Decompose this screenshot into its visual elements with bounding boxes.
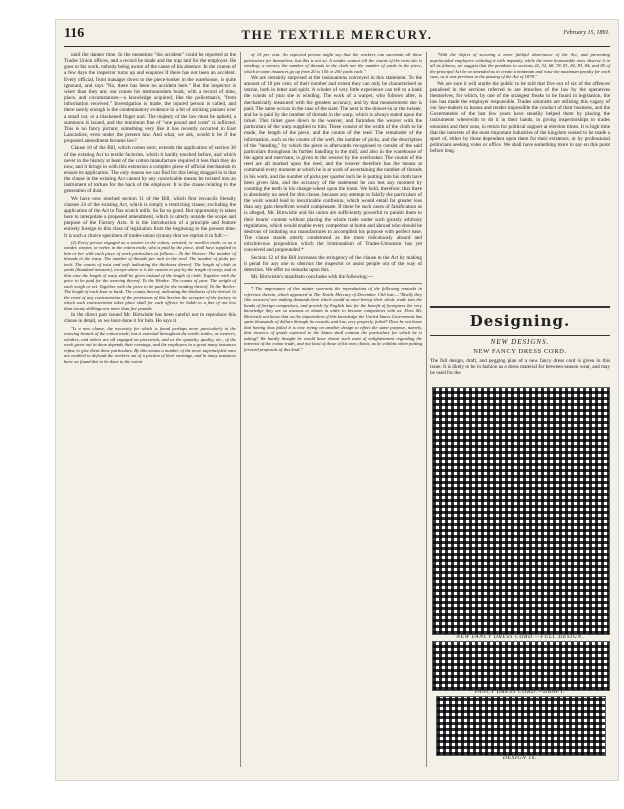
article-intro: The full design, draft, and pegging plan of a new fancy dress cord is given in this issue. It is likely to be in fashion as a dress material for between-season wear, and may be used for the bbox=[430, 358, 610, 377]
issue-date: February 15, 1891. bbox=[563, 30, 610, 36]
column-3-paragraph: We are sure it will startle the public to be told that five out of six of the offences penalised in the sections referred to are breaches of the law by the operatives themselves, for which, by one of the strangest freaks to be found in legislation, the law has made the employer responsible. Trades unionists are utilising this vagary of our law-makers to harass and render impossible the conduct of their business, and the Governments of the last few years have steadily helped them by placing the instruments wherewith to do it in their hands, in giving inspectorships to trades unionists and their sons, in return for political support at election times. It is high time that the interests of the most important industries of the kingdom ceased to be made a sport of, either by those dependent upon them for their existence, or by professional politicians seeking votes or office. We shall have something more to say on this point before long. bbox=[430, 80, 610, 155]
column-2-quote: of 10 per cent. An expected person might say that the workers can ascertain all these particulars for themselves, but this is not so. A winder cannot tell the counts of the twist she is winding; a weaver, the number of threads in the cloth nor the number of yards in the piece, which in some instances go up from 20 to 150 or 200 yards each." bbox=[244, 52, 422, 74]
section-rule bbox=[430, 306, 610, 308]
article-title: NEW FANCY DRESS CORD. bbox=[473, 348, 567, 355]
caption-full-design: NEW FANCY DRESS CORD.—FULL DESIGN. bbox=[456, 634, 584, 640]
column-1-paragraph: until the danner time. In the meantime "the accident" could be reported at the Trades Union offices, and a record be made and the trap laid for the employer. He goes to his work, nobody being aware of the cause of his absence. In the course of a few days the inspector turns up and enquires if there has not been an accident. Every official, from manager down to the piece-looker in the warehouse, is quite ignorant, and says "No, there has been no accident here." But the inspector is wiser than they are; out comes his memorandum book, with a record of time, place, and circumstances—a knowledge acquired, like the policeman's, "from information received." Investigation is made, the injured person is called, and there surely enough is the condemnatory evidence in a bit of sticking plaister over a small cut, or a blackened finger nail. The majesty of the law must be upheld, a summons is issued, and the minimum fine of "one pound and costs" is inflicted. This is no fancy picture; something very like it has recently occurred in East Lancashire, even under the present law. And what, we ask, would it be if the proposed amendment became law? bbox=[64, 52, 236, 145]
section-subheading: NEW DESIGNS. bbox=[490, 338, 550, 346]
publication-title: THE TEXTILE MERCURY. bbox=[241, 27, 433, 42]
pegging-plan-grid bbox=[436, 696, 606, 756]
column-1-quote: "Is a new clause, the necessity for which is found perhaps more particularly in the weaving branch of the cotton trade, but is essential throughout the textile trades, as weavers, winders, and others are all engaged on piecework, and as the quantity, quality, etc., of the work given out in them depends their earnings, and the employers in a great many instances refuse to give them these particulars. By this means a number of the more unprincipled ones are enabled to defraud the workers out of a portion of their earnings, and in many instances have we found this to be done to the extent bbox=[64, 325, 236, 364]
column-2-paragraph: Mr. Birtwistle's manifesto concludes with the following:— bbox=[251, 274, 374, 280]
column-1-paragraph: Clause 10 of the Bill, which comes next, extends the application of section 36 of the existing Act to textile factories, which it hardly touched before, and which never in the history at least of the cotton manufacture required it less than they do now, and it brings in with this extension a complex piece of official mechanism to ensure its application. The only reason we can find for this being dragged in is that the clause in the existing Act cannot by any conceivable means be twisted into an instrument of torture for the back of the employer. It is the clause relating to the generation of dust. bbox=[64, 145, 236, 195]
footnote: * The importance of this matter warrants the reproduction of the following remarks in reference thereto, which appeared in The Textile Mercury of December 13th last:—"Really they [the weavers] are making demands here which would at once betray their whole trade into the hands of foreign competitors, and provide by English law for the benefit of foreigners the very knowledge they are so anxious to obtain in order to become competitors with us. Does Mr. Birtwistle not know that on the importation of this knowledge the United States Government has spent thousands of dollars through its consuls, and has, very properly, failed? Does he not know that having thus failed it is now trying on another design to effect the same purpose, namely, that invoices of goods exported to the States shall contain the particulars for which he is asking? We hardly thought he would have shown such want of enlightenment regarding the interests of the cotton trade, and not least of those of his own clients, as he exhibits when putting forward proposals of this kind." bbox=[244, 283, 422, 352]
draft-grid bbox=[432, 641, 610, 691]
full-design-grid bbox=[432, 387, 610, 635]
column-1-paragraph: We have now reached section 11 of the Bill, which first reconcils literally clauses 24 of the existing Act, which is simply a restricting clause, excluding the application of the Act to flax scutch mills. So far so good. But opportunity is taken here to interpolate a proposed amendment, which is utterly outside the scope and purpose of the Factory Acts. It is the introduction of a principle and feature entirely foreign to this class of legislation from the beginning to the present time. It is such a choice specimen of trades-union tyranny that we reprint it in full:— bbox=[64, 195, 236, 239]
column-3-quote: "With the object of securing a more faithful observance of the Act, and preventing unprincipled employers violating it with impunity, while the more honourable ones observe it in all its fulness, we suggest that the penalties in sections 22, 32, 68, 78, 81, 82, 83, 84, and 85 of the principal Act be so amended as to create a minimum and raise the maximum penalty for each case, as it was previous to the passing of the Act of 1878." bbox=[430, 52, 610, 79]
section-rule bbox=[430, 335, 610, 336]
column-2-paragraph: Section 12 of the Bill increases the stringency of the clause in the Act by making it penal for any one to obstruct the inspector or assist people out of the way of detection. We offer no remarks upon this. bbox=[244, 254, 422, 273]
quoted-clause: (2) Every person engaged as a weaver in the cotton, worsted, or woollen trade, or as a winder, warper, or reeler, in the cotton trade, who is paid by the piece, shall have supplied to him or her with each piece of work particulars as follows:—To the Weaver: The number of threads in the warp. The number of threads per inch in the reed. The number of picks per inch. The counts of twist and weft indicating the thickness thereof. The length of cloth in yards (Standard measure), except where it is the custom to pay by the length of warp, and in that case the length of warp shall be given instead of the length of cloth. Together with the price to be paid for the weaving thereof. To the Winder: The counts of yarn. The weight of each weigh or set. Together with the price to be paid for the winding thereof. To the Reeler: The length of each knot or hank. The counts thereof, indicating the thickness of the thread. In the event of any contravention of the provisions of this Section the occupier of the factory in which such contravention takes place shall for each offence be liable to a fine of not less than twenty shillings nor more than five pounds. bbox=[64, 239, 236, 311]
section-heading: Designing. bbox=[469, 312, 571, 330]
column-1-paragraph: In the direct part issued Mr. Birtwistle has been careful not to reproduce this clause in detail, so we have done it for him. He says it bbox=[64, 312, 236, 325]
caption-draft: FANCY DRESS CORD.—DRAFT. bbox=[474, 689, 566, 695]
caption-design-number: DESIGN 16. bbox=[502, 755, 538, 761]
column-2-paragraph: We are certainly surprised at the insinuations conveyed in this statement. To the amount of 10 per cent. of their number and extent they can only be characterised as untrue, both in letter and spirit. A winder of very little experience can tell to a hank the counts of yarn she is winding. The work of a warper, who follows after, is mechanically measured with the greatest accuracy, and by that measurement she is paid. The same occurs in the case of the sizer. The next is the drawer-in or the twister, and he is paid by the number of threads in the warp, which is always stated upon the ticket. This ticket goes down to the weaver, and furnishes the weaver with the particulars of the warp supplied to him. These consist of the width of the cloth to be made, the length of the piece, and the counts of the reed. The remainder of the information, such as the counts of the weft, the number of picks, and the description of the "heading," by which the piece is afterwards recognised to consist of the said particulars throughout its further handling in the mill, and also in the warehouse of the agent and merchant, is given to the weaver by the overlooker. The counts of the reed are all marked upon the reed, and the weaver therefore has the means at command every moment at which he is at work of ascertaining the number of threads in his work, and the number of picks per quarter inch he is putting into his cloth have been given him, and the accuracy of the statement he can test any moment by counting the teeth in his change-wheel upon the loom. We hold, therefore, that there is absolutely no need for this clause, because any attempt to falsify the particulars of the work would lead to inextricable confusion, which would entail far greater loss than any gain therefrom would compensate. If there be such cases of falsification as is alleged, Mr. Birtwistle and his union are sufficiently powerful to punish them to their hearts' content without placing the whole trade under such grossly arbitrary regulations, which would enable every competitor at home and abroad who should be desirous of imitating our manufactures to accomplish his purpose with perfect ease. The clause stands utterly condemned as the most ridiculously absurd and mischievous proposition which the irrationalism of Trades-Unionism has yet conceived and propounded.* bbox=[244, 75, 422, 254]
page-number: 116 bbox=[64, 26, 85, 41]
